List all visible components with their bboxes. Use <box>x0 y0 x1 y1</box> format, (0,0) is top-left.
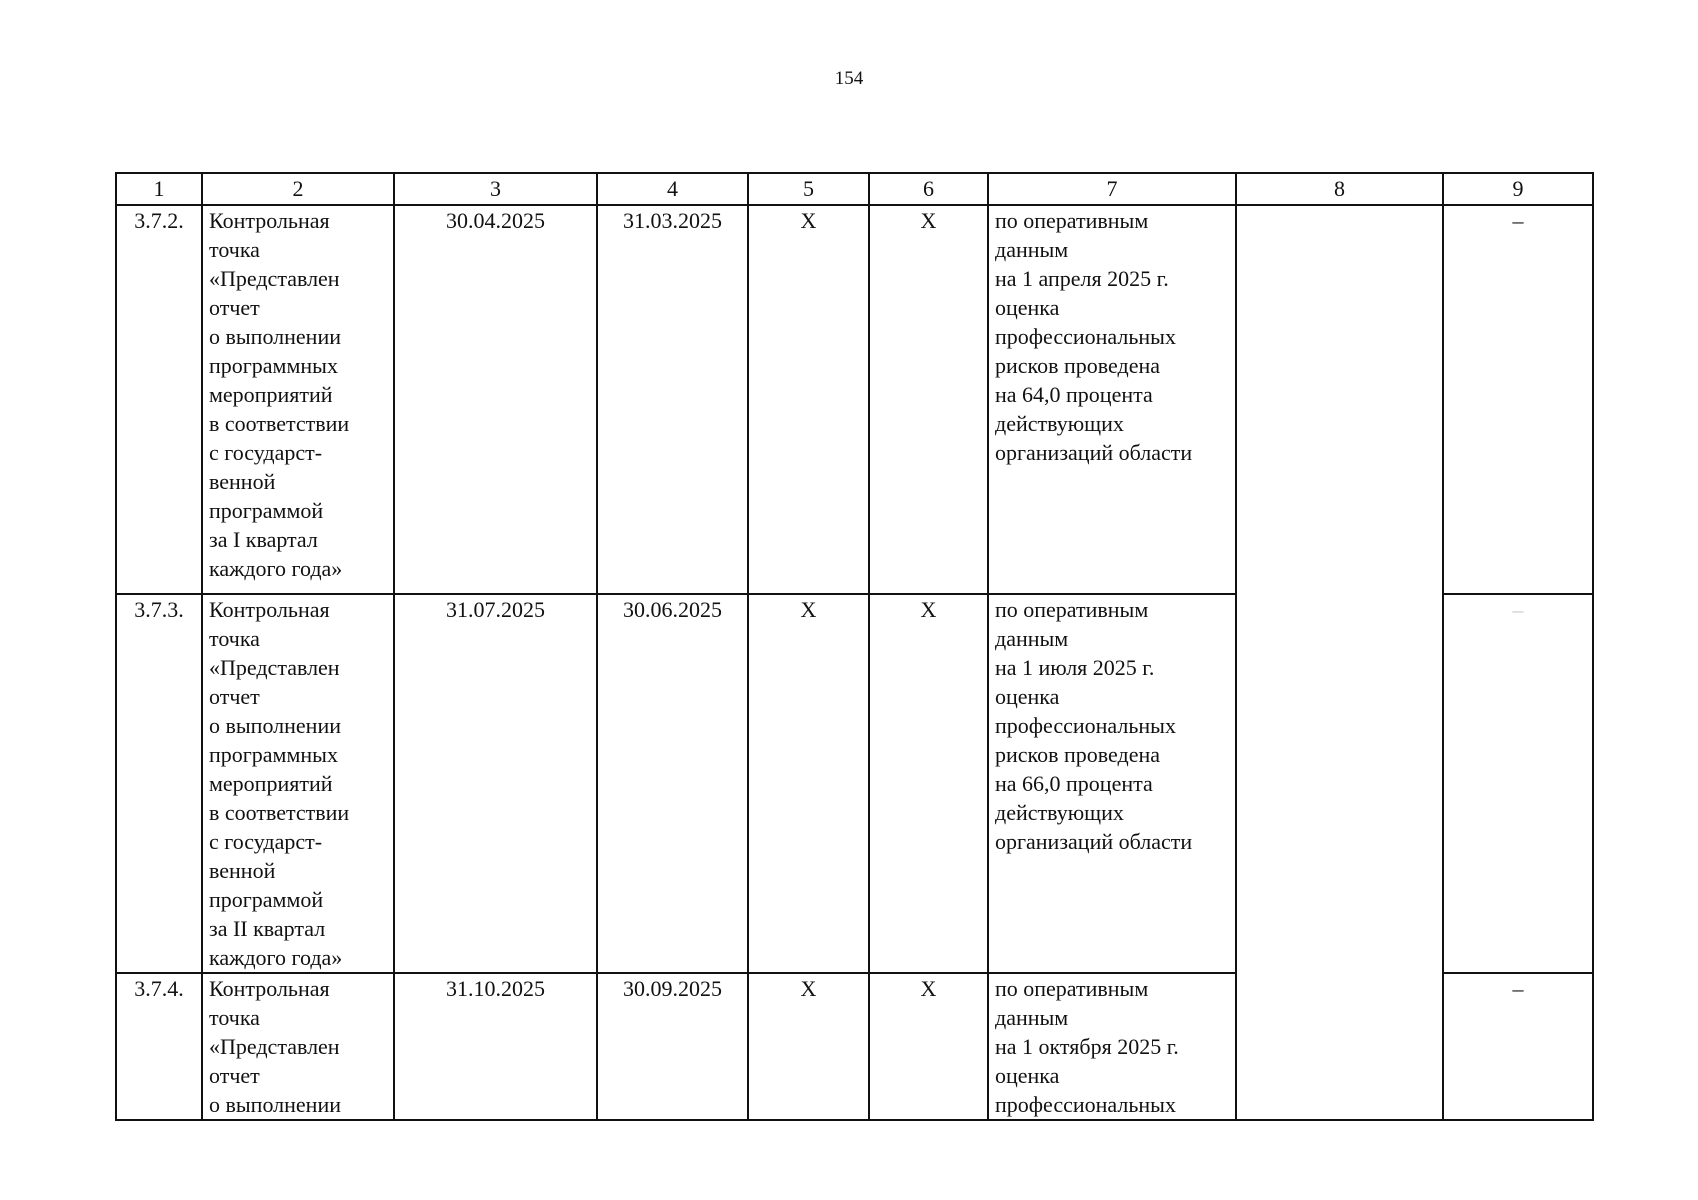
header-row <box>116 173 1593 205</box>
header-cell-1: 1 <box>116 173 202 205</box>
control-point-name: Контрольная точка «Представлен отчет о выполнении <box>202 973 394 1120</box>
date-plan: 30.04.2025 <box>394 205 597 594</box>
col5-mark: Х <box>748 594 869 973</box>
control-points-table <box>115 172 1594 1121</box>
col9-dash: – <box>1443 594 1593 973</box>
date-fact: 30.06.2025 <box>597 594 748 973</box>
header-cell-5: 5 <box>748 173 869 205</box>
row-number: 3.7.2. <box>116 205 202 594</box>
col9-dash: – <box>1443 205 1593 594</box>
col6-mark: Х <box>869 205 988 594</box>
col8-empty-merged <box>1236 205 1443 1120</box>
col5-mark: Х <box>748 973 869 1120</box>
control-point-name: Контрольная точка «Представлен отчет о выполнении программных мероприятий в соответствии с государст- венной программой за II квартал каждого года» <box>202 594 394 973</box>
header-cell-6: 6 <box>869 173 988 205</box>
control-point-name: Контрольная точка «Представлен отчет о выполнении программных мероприятий в соответствии с государст- венной программой за I квартал каждого года» <box>202 205 394 594</box>
col9-dash: – <box>1443 973 1593 1120</box>
header-cell-8: 8 <box>1236 173 1443 205</box>
date-plan: 31.07.2025 <box>394 594 597 973</box>
date-fact: 30.09.2025 <box>597 973 748 1120</box>
row-number: 3.7.3. <box>116 594 202 973</box>
header-cell-4: 4 <box>597 173 748 205</box>
col6-mark: Х <box>869 973 988 1120</box>
status-info: по оперативным данным на 1 октября 2025 г. оценка профессиональных <box>988 973 1236 1120</box>
table-row <box>116 205 1593 594</box>
col5-mark: Х <box>748 205 869 594</box>
page-number: 154 <box>834 68 864 89</box>
date-plan: 31.10.2025 <box>394 973 597 1120</box>
date-fact: 31.03.2025 <box>597 205 748 594</box>
status-info: по оперативным данным на 1 июля 2025 г. оценка профессиональных рисков проведена на 66,0 процента действующих организаций области <box>988 594 1236 973</box>
header-cell-9: 9 <box>1443 173 1593 205</box>
header-cell-3: 3 <box>394 173 597 205</box>
col6-mark: Х <box>869 594 988 973</box>
status-info: по оперативным данным на 1 апреля 2025 г. оценка профессиональных рисков проведена на 64,0 процента действующих организаций области <box>988 205 1236 594</box>
header-cell-7: 7 <box>988 173 1236 205</box>
header-cell-2: 2 <box>202 173 394 205</box>
row-number: 3.7.4. <box>116 973 202 1120</box>
